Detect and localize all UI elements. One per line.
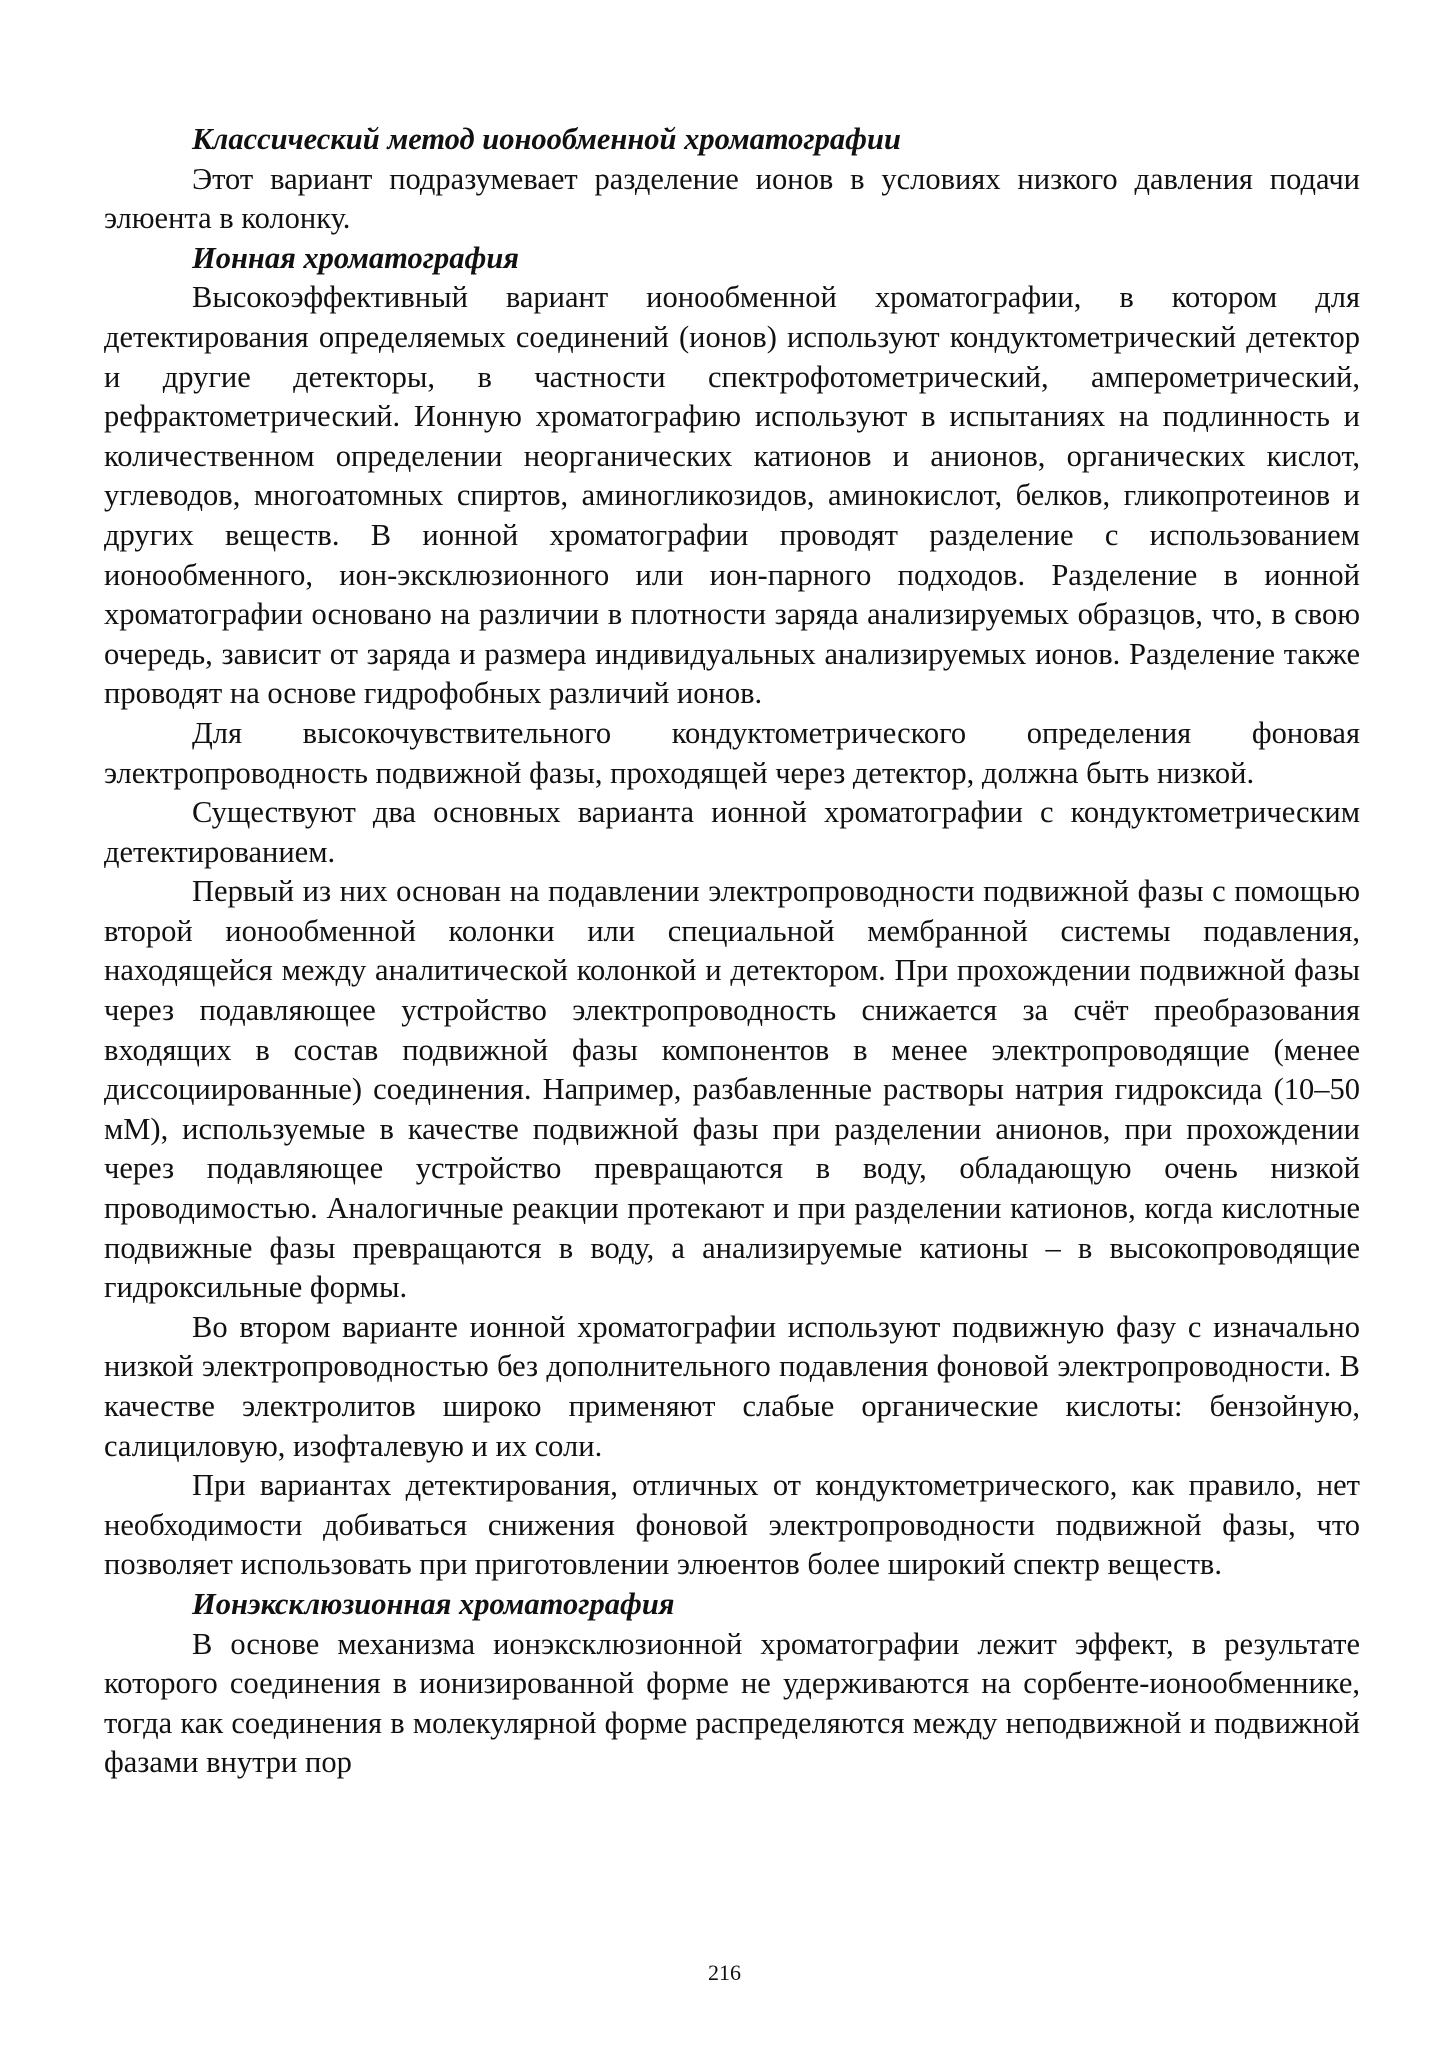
paragraph: Для высокочувствительного кондуктометрического определения фоновая электропроводность подвижной фазы, проходящей через детектор, должна быть низкой.: [104, 715, 1360, 790]
paragraph: Первый из них основан на подавлении электропроводности подвижной фазы с помощью второй ионообменной колонки или специальной мембранной системы подавления, находящейся между аналитической колонкой и детектором. При прохождении подвижной фазы через подавляющее устройство электропроводность снижается за счёт преобразования входящих в состав подвижной фазы компонентов в менее электропроводящие (менее диссоциированные) соединения. Например, разбавленные растворы натрия гидроксида (10–50 мМ), используемые в качестве подвижной фазы при разделении анионов, при прохождении через подавляющее устройство превращаются в воду, обладающую очень низкой проводимостью. Аналогичные реакции протекают и при разделении катионов, когда кислотные подвижные фазы превращаются в воду, а анализируемые катионы – в высокопроводящие гидроксильные формы.: [104, 874, 1360, 1305]
paragraph: Этот вариант подразумевает разделение ионов в условиях низкого давления подачи элюента в колонку.: [104, 161, 1360, 236]
paragraph: Во втором варианте ионной хроматографии используют подвижную фазу с изначально низкой электропроводностью без дополнительного подавления фоновой электропроводности. В качестве электролитов широко применяют слабые органические кислоты: бензойную, салициловую, изофталевую и их соли.: [104, 1309, 1360, 1463]
paragraph: Высокоэффективный вариант ионообменной хроматографии, в котором для детектирования определяемых соединений (ионов) используют кондуктометрический детектор и другие детекторы, в частности спектрофотометрический, амперометрический, рефрактометрический. Ионную хроматографию используют в испытаниях на подлинность и количественном определении неорганических катионов и анионов, органических кислот, углеводов, многоатомных спиртов, аминогликозидов, аминокислот, белков, гликопротеинов и других веществ. В ионной хроматографии проводят разделение с использованием ионообменного, ион-эксклюзионного или ион-парного подходов. Разделение в ионной хроматографии основано на различии в плотности заряда анализируемых образцов, что, в свою очередь, зависит от заряда и размера индивидуальных анализируемых ионов. Разделение также проводят на основе гидрофобных различий ионов.: [104, 280, 1360, 711]
paragraph: Существуют два основных варианта ионной хроматографии с кондуктометрическим детектированием.: [104, 795, 1360, 869]
section-heading: Ионэксклюзионная хроматография: [192, 1586, 675, 1621]
section-heading: Классический метод ионообменной хроматографии: [192, 122, 901, 156]
section-heading: Ионная хроматография: [192, 240, 519, 275]
paragraph: При вариантах детектирования, отличных от кондуктометрического, как правило, нет необходимости добиваться снижения фоновой электропроводности подвижной фазы, что позволяет использовать при приготовлении элюентов более широкий спектр веществ.: [104, 1468, 1360, 1582]
document-page: [104, 120, 1360, 1783]
paragraph: В основе механизма ионэксклюзионной хроматографии лежит эффект, в результате которого соединения в ионизированной форме не удерживаются на сорбенте-ионообменнике, тогда как соединения в молекулярной форме распределяются между неподвижной и подвижной фазами внутри пор: [104, 1626, 1360, 1780]
section-ion-exclusion: [104, 1585, 1360, 1783]
section-ion-chromatography: [104, 239, 1360, 1585]
section-classic-ion-exchange: [104, 120, 1360, 239]
page-number: 216: [708, 1960, 741, 1985]
